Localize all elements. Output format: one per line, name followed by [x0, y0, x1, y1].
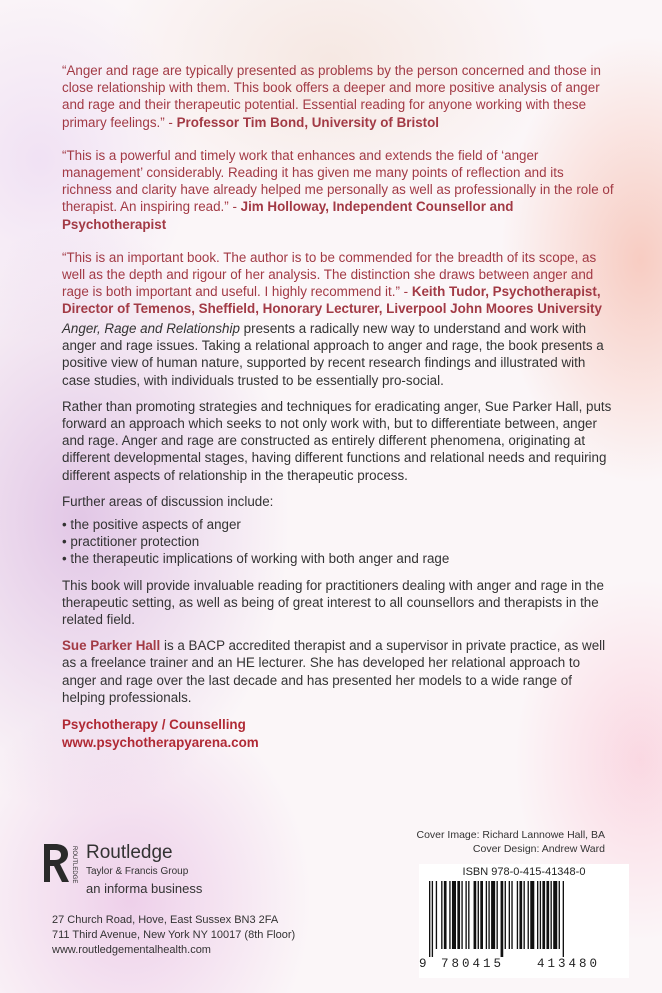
- barcode-bar: [436, 881, 437, 949]
- barcode-bar: [480, 881, 483, 949]
- barcode-bar: [457, 881, 460, 949]
- barcode-bar: [528, 881, 529, 949]
- barcode-bar: [441, 881, 442, 949]
- routledge-logo-icon: [40, 842, 82, 888]
- list-item: • the positive aspects of anger: [62, 517, 241, 533]
- endorsement-attribution: Jim Holloway, Independent Counsellor and Psychotherapist: [62, 199, 514, 232]
- barcode-bar: [461, 881, 462, 949]
- publisher-group: Taylor & Francis Group: [86, 866, 189, 877]
- further-heading: Further areas of discussion include:: [62, 493, 274, 509]
- publisher-website[interactable]: www.routledgementalhealth.com: [52, 944, 211, 956]
- barcode-bar: [474, 881, 477, 949]
- barcode-bar: [444, 881, 447, 949]
- barcode-bar: [524, 881, 525, 949]
- barcode-bar: [553, 881, 557, 949]
- barcode-bar: [449, 881, 450, 949]
- barcode-bar: [501, 881, 504, 957]
- barcode-bar: [537, 881, 538, 949]
- routledge-vertical-text: ROUTLEDGE: [71, 846, 77, 884]
- address-line: 27 Church Road, Hove, East Sussex BN3 2FA: [52, 914, 279, 926]
- barcode-bar: [511, 881, 512, 949]
- cover-design-credit: Cover Design: Andrew Ward: [472, 843, 605, 855]
- address-line: 711 Third Avenue, New York NY 10017 (8th Floor): [52, 929, 296, 941]
- publisher-address: [52, 913, 295, 958]
- website-link[interactable]: www.psychotherapyarena.com: [62, 735, 259, 751]
- publisher-name: Routledge: [86, 842, 173, 863]
- barcode-bar: [486, 881, 487, 949]
- barcode-bar: [517, 881, 518, 949]
- endorsements: [62, 62, 614, 334]
- subject-category: Psychotherapy / Counselling: [62, 717, 246, 733]
- barcode-bar: [540, 881, 541, 949]
- barcode-bar: [478, 881, 479, 949]
- barcode-bars: [427, 881, 623, 957]
- list-item: • practitioner protection: [62, 534, 200, 550]
- book-title: Anger, Rage and Relationship: [62, 321, 240, 336]
- barcode-bar: [432, 881, 433, 957]
- barcode-bar: [505, 881, 506, 949]
- endorsement-quote: “This is a powerful and timely work that enhances and extends the field of ‘anger management’ considerably. Reading it has given me many points of reflection and its richness and clarity have already helped me personally as well as professionally in the role of therapist. An inspiring read.” - Jim Holloway, Independent Counsellor and Psychotherapist: [62, 147, 614, 232]
- isbn-barcode: [419, 864, 629, 978]
- endorsement-quote: “Anger and rage are typically presented as problems by the person concerned and those in close relationship with them. This book offers a deeper and more positive analysis of anger and rage and their therapeutic potential. Essential reading for anyone working with these primary feelings.” - Professor Tim Bond, University of Bristol: [62, 63, 601, 130]
- isbn-number: ISBN 978-0-415-41348-0: [462, 866, 586, 878]
- barcode-bar: [542, 881, 545, 949]
- endorsement-attribution: Keith Tudor, Psychotherapist, Director of Temenos, Sheffield, Honorary Lecturer, Liverpool John Moores University: [62, 284, 602, 317]
- publisher-tagline: an informa business: [86, 881, 203, 896]
- endorsement-quote: “This is an important book. The author is to be commended for the breadth of its scope, as well as the depth and rigour of her analysis. The distinction she draws between anger and rage is both important and useful. I highly recommend it.” - Keith Tudor, Psychotherapist, Director of Temenos, Sheffield, Honorary Lecturer, Liverpool John Moores University: [62, 249, 602, 317]
- barcode-bar: [559, 881, 560, 949]
- intro-paragraph: Anger, Rage and Relationship presents a radically new way to understand and work with anger and rage issues. Taking a relational approach to anger and rage, the book presents a positive view of human nature, supported by recent research findings and illustrated with case studies, with individuals trusted to be essentially pro-social.: [62, 321, 604, 388]
- publisher-block: [40, 842, 202, 896]
- barcode-bar: [519, 881, 522, 949]
- barcode-bar: [468, 881, 469, 949]
- barcode-bar: [563, 881, 564, 957]
- barcode-bar: [488, 881, 489, 949]
- barcode-bar: [509, 881, 510, 949]
- barcode-digit-first: 9: [419, 957, 427, 971]
- barcode-bar: [452, 881, 456, 949]
- author-name: Sue Parker Hall: [62, 638, 161, 654]
- audience-paragraph: This book will provide invaluable reading for practitioners dealing with anger and rage in the therapeutic setting, as well as being of great interest to all counsellors and therapists in the related field.: [62, 577, 604, 628]
- book-description: [62, 320, 614, 752]
- barcode-digits-right: 413480: [537, 957, 601, 971]
- list-item: • the therapeutic implications of working with both anger and rage: [62, 551, 450, 567]
- cover-image-credit: Cover Image: Richard Lannowe Hall, BA: [416, 829, 605, 841]
- endorsement-attribution: Professor Tim Bond, University of Bristol: [176, 114, 439, 130]
- cover-credits: [395, 828, 605, 856]
- discussion-list: [62, 516, 614, 568]
- barcode-bar: [429, 881, 430, 957]
- barcode-digits-left: 780415: [441, 957, 505, 971]
- barcode-bar: [546, 881, 549, 949]
- barcode-bar: [530, 881, 534, 949]
- approach-paragraph: Rather than promoting strategies and techniques for eradicating anger, Sue Parker Hall, puts forward an approach which seeks to not only work with, but to differentiate between, anger and rage. Anger and rage are constructed as entirely different phenomena, originating at different developmental stages, having different functions and relational needs and requiring different aspects of relationship in the therapeutic process.: [62, 398, 612, 483]
- barcode-bar: [465, 881, 466, 949]
- author-bio: Sue Parker Hall is a BACP accredited therapist and a supervisor in private practice, as well as a freelance trainer and an HE lecturer. She has developed her relational approach to anger and rage over the last decade and has presented her models to a wide range of helping professionals.: [62, 638, 606, 705]
- barcode-bar: [551, 881, 552, 949]
- barcode-bar: [497, 881, 498, 949]
- barcode-bar: [491, 881, 495, 949]
